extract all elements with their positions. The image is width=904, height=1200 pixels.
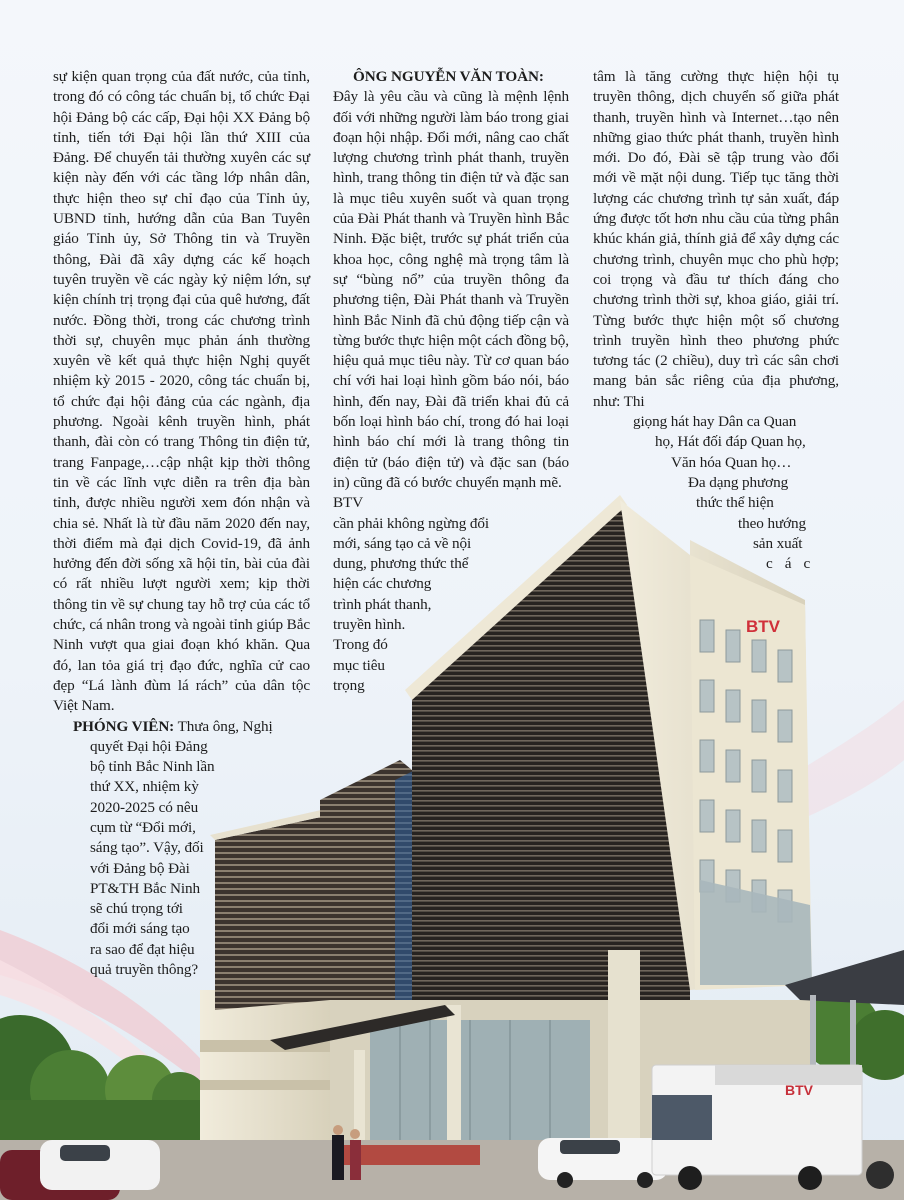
answer-tail bbox=[593, 412, 839, 574]
text-line: PT&TH Bắc Ninh bbox=[90, 879, 200, 897]
truck-logo: BTV bbox=[785, 1082, 813, 1098]
text-line: Văn hóa Quan họ… bbox=[671, 453, 792, 471]
speaker-heading bbox=[333, 67, 569, 87]
reporter-question-text: Thưa ông, Nghị bbox=[174, 717, 273, 735]
answer-tail bbox=[333, 493, 569, 696]
text-line: giọng hát hay Dân ca Quan bbox=[633, 413, 797, 431]
text-line: bộ tỉnh Bắc Ninh lần bbox=[90, 758, 215, 776]
paragraph: tâm là tăng cường thực hiện hội tụ truyền thông, dịch chuyển số giữa phát thanh, truyền hình và Internet…tạo nên những giao thức phát thanh, truyền hình mới. Do đó, Đài sẽ tập trung vào đổi mới về mặt nội dung. Tiếp tục tăng thời lượng các chương trình tự sản xuất, đáp ứng được tốt hơn nhu cầu của từng phân khúc khán giả, thính giả để xây dựng các chương trình, chuyên mục cho phù hợp; coi trọng và đầu tư thích đáng cho chương trình thời sự, khoa giáo, giải trí. Từng bước thực hiện một số chương trình truyền hình theo phương phức tương tác (2 chiều), duy trì các sân chơi mang bản sắc riêng của địa phương, như: Thi bbox=[593, 68, 839, 410]
text-line: thứ XX, nhiệm kỳ bbox=[90, 778, 199, 796]
text-line: cụm từ “Đổi mới, bbox=[90, 818, 196, 836]
text-line: sản xuất bbox=[753, 534, 803, 552]
building-logo: BTV bbox=[746, 617, 780, 636]
text-line: truyền hình. bbox=[333, 616, 406, 634]
text-line: Trong đó bbox=[333, 636, 388, 654]
text-line: họ, Hát đối đáp Quan họ, bbox=[655, 433, 806, 451]
article-column-1 bbox=[53, 67, 310, 980]
reporter-question-tail bbox=[90, 737, 250, 981]
reporter-label: PHÓNG VIÊN: bbox=[73, 717, 175, 735]
text-line: trình phát thanh, bbox=[333, 595, 432, 613]
text-line: sẽ chú trọng tới bbox=[90, 900, 183, 918]
text-line: hiện các chương bbox=[333, 575, 432, 593]
text-line: sáng tạo”. Vậy, đối bbox=[90, 839, 204, 857]
text-line: ra sao để đạt hiệu bbox=[90, 940, 195, 958]
text-line: quyết Đại hội Đảng bbox=[90, 737, 208, 755]
text-line: với Đảng bộ Đài bbox=[90, 859, 190, 877]
text-line: trọng bbox=[333, 676, 365, 694]
text-line: theo hướng bbox=[738, 514, 806, 532]
text-line: mới, sáng tạo cả về nội bbox=[333, 534, 472, 552]
reporter-question bbox=[53, 717, 310, 737]
text-line: đổi mới sáng tạo bbox=[90, 920, 190, 938]
article-column-3 bbox=[593, 67, 839, 574]
text-line: BTV bbox=[333, 494, 364, 512]
text-line: quả truyền thông? bbox=[90, 961, 198, 979]
text-line: thức thể hiện bbox=[696, 494, 774, 512]
text-line: dung, phương thức thể bbox=[333, 555, 469, 573]
text-line: các bbox=[766, 555, 823, 573]
text-line: Đa dạng phương bbox=[688, 473, 789, 491]
text-line: cần phải không ngừng đổi bbox=[333, 514, 489, 532]
text-line: 2020-2025 có nêu bbox=[90, 798, 199, 816]
article-column-2 bbox=[333, 67, 569, 696]
text-line: mục tiêu bbox=[333, 656, 385, 674]
paragraph: Đây là yêu cầu và cũng là mệnh lệnh đối với những người làm báo trong giai đoạn hội nhập. Đổi mới, nâng cao chất lượng chương trình phát thanh, truyền hình, trang thông tin điện tử và đặc san là mục tiêu xuyên suốt và quan trọng của Đài Phát thanh và Truyền hình Bắc Ninh. Đặc biệt, trước sự phát triển của khoa học, công nghệ mà trọng tâm là sự “bùng nổ” của truyền thông đa phương tiện, Đài Phát thanh và Truyền hình Bắc Ninh đã chủ động tiếp cận và từng bước thực hiện một cách đồng bộ, hiệu quả mục tiêu này. Từ cơ quan báo chí với hai loại hình gồm báo nói, báo hình, đến nay, Đài đã triển khai đủ cả bốn loại hình báo chí, trong đó hai loại hình báo chí mới là trang thông tin điện tử (báo điện tử) và đặc san (báo in) cũng đã có bước chuyển mạnh mẽ. bbox=[333, 88, 569, 491]
speaker-label: ÔNG NGUYỄN VĂN TOÀN: bbox=[353, 68, 544, 85]
paragraph: sự kiện quan trọng của đất nước, của tỉnh, trong đó có công tác chuẩn bị, tổ chức Đại hội Đảng bộ các cấp, Đại hội XX Đảng bộ tỉnh, tiến tới Đại hội lần thứ XIII của Đảng. Để chuyển tải thường xuyên các sự kiện này đến với các tầng lớp nhân dân, thực hiện theo sự chỉ đạo của Tỉnh ủy, UBND tỉnh, hướng dẫn của Ban Tuyên giáo Tỉnh ủy, Sở Thông tin và Truyền thông, Đài đã xây dựng các kế hoạch tuyên truyền về các ngày kỷ niệm lớn, sự kiện chính trị trọng đại của quê hương, đất nước. Đồng thời, trong các chương trình thời sự, chuyên mục phản ánh thường xuyên về kết quả thực hiện Nghị quyết nhiệm kỳ 2015 - 2020, công tác chuẩn bị, tổ chức đại hội đảng của các ngành, địa phương. Ngoài kênh truyền hình, phát thanh, đài còn có trang Thông tin điện tử, trang Fanpage,…cập nhật kịp thời thông tin về các lĩnh vực diễn ra trên địa bàn tỉnh, được nhiều người xem đón nhận và chia sẻ. Nhất là từ đầu năm 2020 đến nay, thời điểm mà đại dịch Covid-19, đã ảnh hưởng đến đời sống xã hội tỉn, bài của đài có rất nhiều lượt người xem; kịp thời thông tin về sự chung tay hỗ trợ của các tổ chức, cá nhân trong và ngoài tỉnh giúp Bắc Ninh vượt qua giai đoạn khó khăn. Qua đó, lan tỏa giá trị đạo đức, nghĩa cử cao đẹp “Lá lành đùm lá rách” của dân tộc Việt Nam. bbox=[53, 68, 310, 715]
